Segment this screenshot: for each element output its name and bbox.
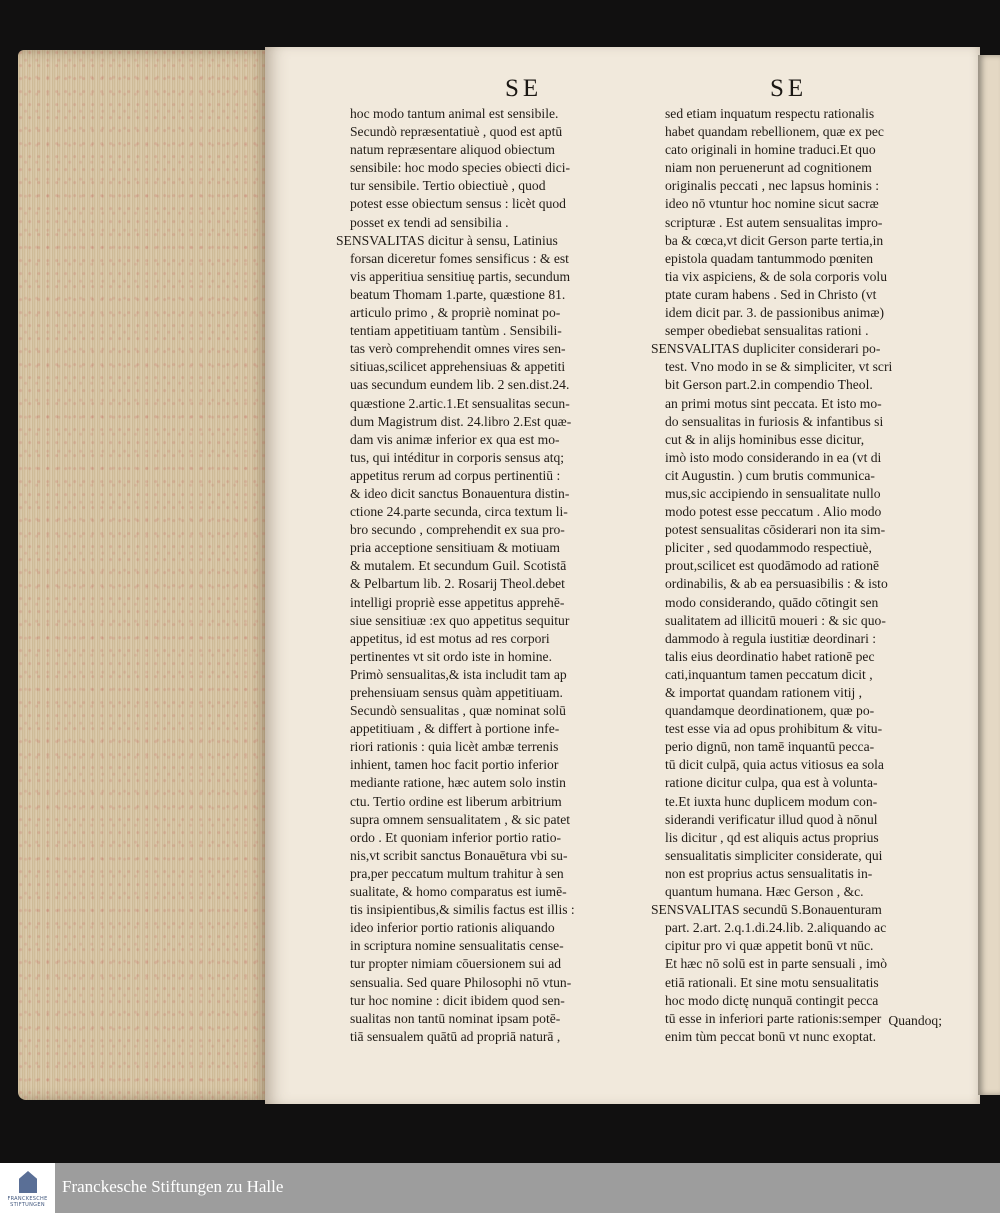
text-line: cipitur pro vi quæ appetit bonū vt nūc. (665, 938, 874, 954)
text-line: idem dicit par. 3. de passionibus animæ) (665, 305, 884, 321)
footer-bar (0, 1163, 1000, 1213)
text-line: & Pelbartum lib. 2. Rosarij Theol.debet (350, 576, 565, 592)
text-line: lis dicitur , qd est aliquis actus proprius (665, 829, 879, 845)
logo-caption: FRANCKESCHE STIFTUNGEN (7, 1196, 48, 1208)
text-column-left (336, 105, 650, 1046)
text-line: tus, qui intéditur in corporis sensus atq; (350, 449, 565, 465)
text-line: tur sensibile. Tertio obiectiuè , quod (350, 178, 546, 194)
text-line: tas verò comprehendit omnes vires sen- (350, 341, 566, 357)
text-line: & ideo dicit sanctus Bonauentura distin- (350, 485, 570, 501)
text-line: appetitus rerum ad corpus pertinentiū : (350, 467, 561, 483)
text-line: sualitas non tantū nominat ipsam potē- (350, 1010, 561, 1026)
text-line: do sensualitas in furiosis & infantibus si (665, 413, 884, 429)
text-line: hoc modo dictę nunquā contingit pecca (665, 992, 879, 1008)
text-line: & importat quandam rationem vitij , (665, 685, 863, 700)
text-line: in scriptura nomine sensualitatis cense- (350, 938, 564, 954)
text-line: niam non peruenerunt ad cognitionem (665, 160, 872, 176)
text-line: non est proprius actus sensualitatis in- (665, 865, 873, 881)
text-line: pra,per peccatum multum trahitur à sen (350, 865, 564, 881)
text-line: modo considerando, quādo cōtingit sen (665, 594, 879, 610)
text-line: sualitate, & homo comparatus est iumē- (350, 884, 567, 900)
text-line: semper obediebat sensualitas rationi . (665, 323, 869, 339)
text-line: tis insipientibus,& similis factus est illis : (350, 902, 575, 918)
text-line: intelligi propriè esse appetitus apprehē- (350, 594, 565, 610)
text-line: SENSVALITAS secundū S.Bonauenturam (651, 902, 882, 918)
text-line: te.Et iuxta hunc duplicem modum con- (665, 793, 878, 809)
book-page-edges (18, 50, 270, 1100)
running-header-right: SE (770, 75, 808, 102)
text-line: siderandi verificatur illud quod à nōnul (665, 811, 878, 827)
text-line: quandamque deordinationem, quæ po- (665, 703, 875, 719)
text-line: sed etiam inquatum respectu rationalis (665, 106, 875, 121)
text-line: cit Augustin. ) cum brutis communica- (665, 467, 875, 483)
text-line: scripturæ . Est autem sensualitas impro- (665, 214, 883, 230)
text-line: pertinentes vt sit ordo iste in homine. (350, 648, 552, 664)
text-line: tia vix aspiciens, & de sola corporis volu (665, 268, 887, 284)
text-line: test esse via ad opus prohibitum & vitu- (665, 721, 883, 737)
text-line: sensualitatis simpliciter considerate, qui (665, 847, 883, 863)
text-line: Secundò repræsentatiuè , quod est aptū (350, 124, 563, 140)
text-column-right (651, 105, 969, 1046)
institution-logo[interactable] (0, 1163, 55, 1213)
text-line: ratione dicitur culpa, qua est à volunta- (665, 775, 878, 791)
text-line: ctu. Tertio ordine est liberum arbitrium (350, 793, 562, 809)
text-line: prehensiuam sensus quàm appetitiuam. (350, 685, 563, 700)
text-line: dam vis animæ inferior ex qua est mo- (350, 431, 560, 447)
text-line: siue sensitiuæ :ex quo appetitus sequitur (350, 612, 570, 628)
text-line: ordinabilis, & ab ea persuasibilis : & isto (665, 576, 888, 592)
text-line: cati,inquantum tamen peccatum dicit , (665, 666, 873, 682)
institution-name[interactable]: Franckesche Stiftungen zu Halle (62, 1177, 284, 1196)
text-line: enim tùm peccat bonū vt nunc exoptat. (665, 1028, 877, 1044)
text-line: sensualia. Sed quare Philosophi nō vtun- (350, 974, 572, 990)
text-line: articulo primo , & propriè nominat po- (350, 305, 561, 321)
text-line: appetitiuam , & differt à portione infe- (350, 721, 560, 737)
text-line: epistola quadam tantummodo pœniten (665, 250, 874, 266)
text-line: supra omnem sensualitatem , & sic patet (350, 811, 571, 827)
text-line: modo potest esse peccatum . Alio modo (665, 504, 882, 520)
text-line: dammodo à regula iustitiæ deordinari : (665, 630, 877, 646)
text-line: sitiuas,scilicet apprehensiuas & appetiti (350, 359, 566, 375)
text-line: talis eius deordinatio habet rationē pec (665, 648, 875, 664)
text-line: ctione 24.parte secunda, circa textum li- (350, 504, 568, 520)
text-line: bro secundo , comprehendit ex sua pro- (350, 522, 565, 538)
next-page-edge (978, 55, 1000, 1095)
text-line: appetitus, id est motus ad res corpori (350, 630, 550, 646)
text-line: SENSVALITAS dupliciter considerari po- (651, 341, 881, 357)
text-line: etiā rationali. Et sine motu sensualitatis (665, 974, 879, 990)
text-line: Primò sensualitas,& ista includit tam ap (350, 666, 567, 682)
text-line: ba & cœca,vt dicit Gerson parte tertia,in (665, 232, 884, 248)
text-line: potest sensualitas cōsiderari non ita sim- (665, 522, 886, 538)
text-line: mediante ratione, hæc autem solo instin (350, 775, 566, 791)
text-line: quæstione 2.artic.1.Et sensualitas secun- (350, 395, 570, 411)
text-line: Et hæc nō solū est in parte sensuali , imò (665, 956, 888, 972)
text-line: tur hoc nomine : dicit ibidem quod sen- (350, 992, 565, 1008)
text-line: habet quandam rebellionem, quæ ex pec (665, 124, 884, 140)
text-line: pliciter , sed quodammodo respectiuè, (665, 540, 872, 556)
text-line: SENSVALITAS dicitur à sensu, Latinius (336, 232, 558, 248)
text-line: cato originali in homine traduci.Et quo (665, 142, 876, 158)
text-line: cut & in alijs hominibus esse dicitur, (665, 431, 865, 447)
text-line: tentiam appetitiuam tantùm . Sensibili- (350, 323, 562, 339)
text-line: uas secundum eundem lib. 2 sen.dist.24. (350, 377, 570, 393)
text-line: Secundò sensualitas , quæ nominat solū (350, 703, 566, 719)
text-line: perio dignū, non tamē inquantū pecca- (665, 739, 875, 755)
text-line: ordo . Et quoniam inferior portio ratio- (350, 829, 562, 845)
text-line: natum repræsentare aliquod obiectum (350, 142, 555, 158)
catchword: Quandoq; (888, 1013, 942, 1028)
running-header-left: SE (505, 75, 543, 102)
book-page (265, 47, 980, 1104)
text-line: posset ex tendi ad sensibilia . (350, 214, 509, 230)
text-line: riori rationis : quia licèt ambæ terrenis (350, 739, 559, 755)
text-line: ideo inferior portio rationis aliquando (350, 920, 555, 936)
building-icon (19, 1171, 37, 1193)
text-line: tū dicit culpā, quia actus vitiosus ea sola (665, 757, 884, 773)
text-line: imò isto modo considerando in ea (vt di (665, 449, 882, 465)
text-line: forsan diceretur fomes sensificus : & est (350, 250, 569, 266)
text-line: dum Magistrum dist. 24.libro 2.Est quæ- (350, 413, 572, 429)
text-line: tū esse in inferiori parte rationis:semper (665, 1010, 882, 1026)
text-line: beatum Thomam 1.parte, quæstione 81. (350, 286, 566, 302)
text-line: tur propter nimiam cōuersionem sui ad (350, 956, 562, 972)
text-line: pria acceptione sensitiuam & motiuam (350, 540, 560, 556)
text-line: vis apperitiua sensitiuę partis, secundum (350, 268, 571, 284)
text-line: inhient, tamen hoc facit portio inferior (350, 757, 559, 773)
text-line: potest esse obiectum sensus : licèt quod (350, 196, 566, 212)
text-line: ptate curam habens . Sed in Christo (vt (665, 286, 877, 302)
text-line: prout,scilicet est quodāmodo ad rationē (665, 558, 880, 574)
text-line: quantum humana. Hæc Gerson , &c. (665, 884, 864, 900)
text-line: hoc modo tantum animal est sensibile. (350, 106, 559, 121)
text-line: sualitatem ad illicitū moueri : & sic quo- (665, 612, 886, 628)
text-line: part. 2.art. 2.q.1.di.24.lib. 2.aliquando ac (665, 920, 887, 936)
text-line: mus,sic accipiendo in sensualitate nullo (665, 485, 881, 501)
text-line: originalis peccati , nec lapsus hominis : (665, 178, 880, 194)
text-line: & mutalem. Et secundum Guil. Scotistā (350, 558, 567, 574)
text-line: sensibile: hoc modo species obiecti dici- (350, 160, 571, 176)
text-line: ideo nō vtuntur hoc nomine sicut sacræ (665, 196, 879, 212)
text-line: an primi motus sint peccata. Et isto mo- (665, 395, 882, 411)
text-line: nis,vt scribit sanctus Bonauētura vbi su- (350, 847, 568, 863)
text-line: test. Vno modo in se & simpliciter, vt scri (665, 359, 893, 375)
text-line: bit Gerson part.2.in compendio Theol. (665, 377, 873, 393)
text-line: tiā sensualem quātū ad propriā naturā , (350, 1028, 561, 1044)
